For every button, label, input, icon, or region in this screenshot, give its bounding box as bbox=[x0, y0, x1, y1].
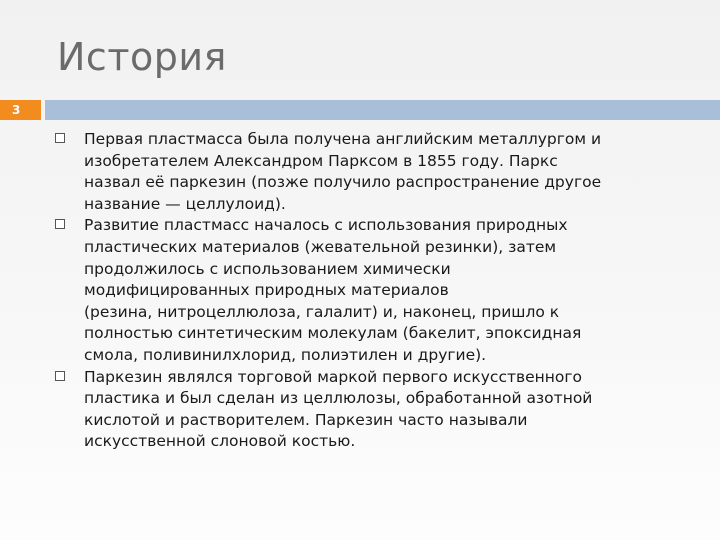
bullet-text: Первая пластмасса была получена английским металлургом и изобретателем Александром Парксом в 1855 году. Паркс назвал её паркезин (позже получило распространение другое название — целлулоид). bbox=[84, 130, 602, 213]
square-bullet-icon bbox=[55, 371, 65, 381]
bullet-item bbox=[55, 215, 695, 366]
bullet-text: Развитие пластмасс началось с использования природных пластических материалов (жевательной резинки), затем продолжилось с использованием химически модифицированных природных материалов (резина, нитроцеллюлоза, галалит) и, наконец, пришло к полностью синтетическим молекулам (бакелит, эпоксидная смола, поливинилхлорид, полиэтилен и другие). bbox=[84, 216, 582, 364]
header-divider-bar bbox=[45, 100, 720, 120]
square-bullet-icon bbox=[55, 133, 65, 143]
slide-title: История bbox=[57, 35, 227, 79]
bullet-list bbox=[55, 129, 695, 453]
bullet-item bbox=[55, 367, 695, 453]
slide-number: 3 bbox=[12, 103, 21, 117]
slide-number-bar bbox=[0, 100, 41, 120]
square-bullet-icon bbox=[55, 219, 65, 229]
bullet-item bbox=[55, 129, 695, 215]
bullet-text: Паркезин являлся торговой маркой первого искусственного пластика и был сделан из целлюлозы, обработанной азотной кислотой и растворителем. Паркезин часто называли искусственной слоновой костью. bbox=[84, 367, 593, 451]
